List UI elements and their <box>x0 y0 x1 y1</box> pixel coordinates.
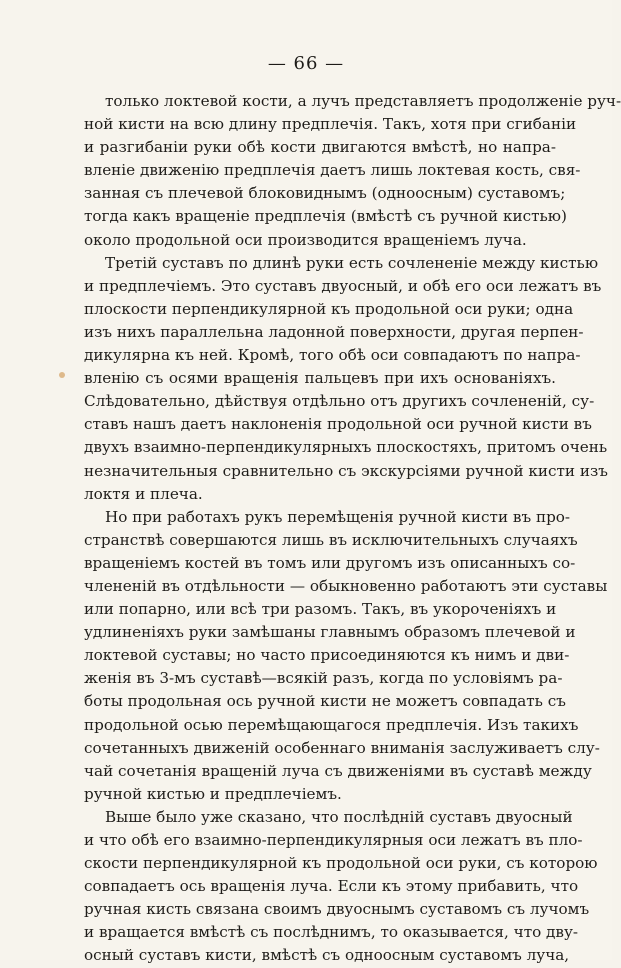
text-line: продольной осью перемѣщающагося предплечія. Изъ такихъ <box>84 715 579 734</box>
text-line: чай сочетанія вращеній луча съ движеніями въ суставѣ между <box>84 761 592 780</box>
text-line: вращеніемъ костей въ томъ или другомъ изъ описанныхъ со- <box>84 553 576 572</box>
text-line: и разгибаніи руки обѣ кости двигаются вмѣстѣ, но напра- <box>84 138 556 157</box>
paragraph <box>84 90 621 252</box>
page-stain <box>59 372 65 378</box>
text-line: совпадаетъ ось вращенія луча. Если къ этому прибавить, что <box>84 877 579 896</box>
text-line: локтевой суставы; но часто присоединяются къ нимъ и дви- <box>84 646 570 665</box>
body-text <box>84 90 621 968</box>
text-line: только локтевой кости, а лучъ представляетъ продолженіе руч- <box>105 92 621 110</box>
paragraph <box>84 252 608 506</box>
page-number: — 66 — <box>267 53 345 74</box>
text-line: вленіе движенію предплечія даетъ лишь локтевая кость, свя- <box>84 161 581 180</box>
paragraph <box>84 506 608 806</box>
text-line: ставъ нашъ даетъ наклоненія продольной оси ручной кисти въ <box>84 415 592 434</box>
text-line: женія въ 3-мъ суставѣ—всякій разъ, когда по условіямъ ра- <box>84 669 563 688</box>
text-line: Но при работахъ рукъ перемѣщенія ручной кисти въ про- <box>105 507 571 526</box>
text-line: Выше было уже сказано, что послѣдній суставъ двуосный <box>105 807 573 826</box>
text-line: и что обѣ его взаимно-перпендикулярныя оси лежатъ въ пло- <box>84 831 583 849</box>
text-line: члененій въ отдѣльности — обыкновенно работаютъ эти суставы <box>84 576 608 595</box>
text-line: плоскости перпендикулярной къ продольной оси руки; одна <box>84 299 574 318</box>
text-line: Слѣдовательно, дѣйствуя отдѣльно отъ другихъ сочлененій, су- <box>84 392 595 411</box>
text-line: ручной кистью и предплечіемъ. <box>84 784 342 803</box>
text-line: ручная кисть связана своимъ двуоснымъ суставомъ съ лучомъ <box>84 900 590 919</box>
text-line: двухъ взаимно-перпендикулярныхъ плоскостяхъ, притомъ очень <box>84 438 608 457</box>
text-line: странствѣ совершаются лишь въ исключительныхъ случаяхъ <box>84 530 578 549</box>
text-line: вленію съ осями вращенія пальцевъ при ихъ основаніяхъ. <box>84 369 556 388</box>
text-line: и вращается вмѣстѣ съ послѣднимъ, то оказывается, что дву- <box>84 923 579 942</box>
text-line: скости перпендикулярной къ продольной оси руки, съ которою <box>84 854 598 873</box>
paragraph <box>84 806 598 968</box>
text-line: тогда какъ вращеніе предплечія (вмѣстѣ съ ручной кистью) <box>84 207 567 226</box>
text-line: Третій суставъ по длинѣ руки есть сочлененіе между кистью <box>105 253 599 272</box>
text-line: сочетанныхъ движеній особеннаго вниманія заслуживаетъ слу- <box>84 738 600 757</box>
text-line: изъ нихъ параллельна ладонной поверхности, другая перпен- <box>84 322 584 341</box>
text-line: боты продольная ось ручной кисти не можетъ совпадать съ <box>84 692 566 711</box>
text-line: осный суставъ кисти, вмѣстѣ съ одноосным суставомъ луча, <box>84 946 570 965</box>
text-line: около продольной оси производится вращеніемъ луча. <box>84 230 527 249</box>
text-line: незначительныя сравнительно съ экскурсіями ручной кисти изъ <box>84 461 608 480</box>
text-line: занная съ плечевой блоковиднымъ (одноосным) суставомъ; <box>84 184 566 203</box>
text-line: или попарно, или всѣ три разомъ. Такъ, въ укороченіяхъ и <box>84 600 557 619</box>
text-line: удлиненіяхъ руки замѣшаны главнымъ образомъ плечевой и <box>84 623 576 642</box>
text-line: ной кисти на всю длину предплечія. Такъ, хотя при сгибаніи <box>84 115 577 134</box>
text-line: локтя и плеча. <box>84 484 203 503</box>
text-line: и предплечіемъ. Это суставъ двуосный, и обѣ его оси лежатъ въ <box>84 276 602 295</box>
text-line: дикулярна къ ней. Кромѣ, того обѣ оси совпадаютъ по напра- <box>84 346 581 365</box>
